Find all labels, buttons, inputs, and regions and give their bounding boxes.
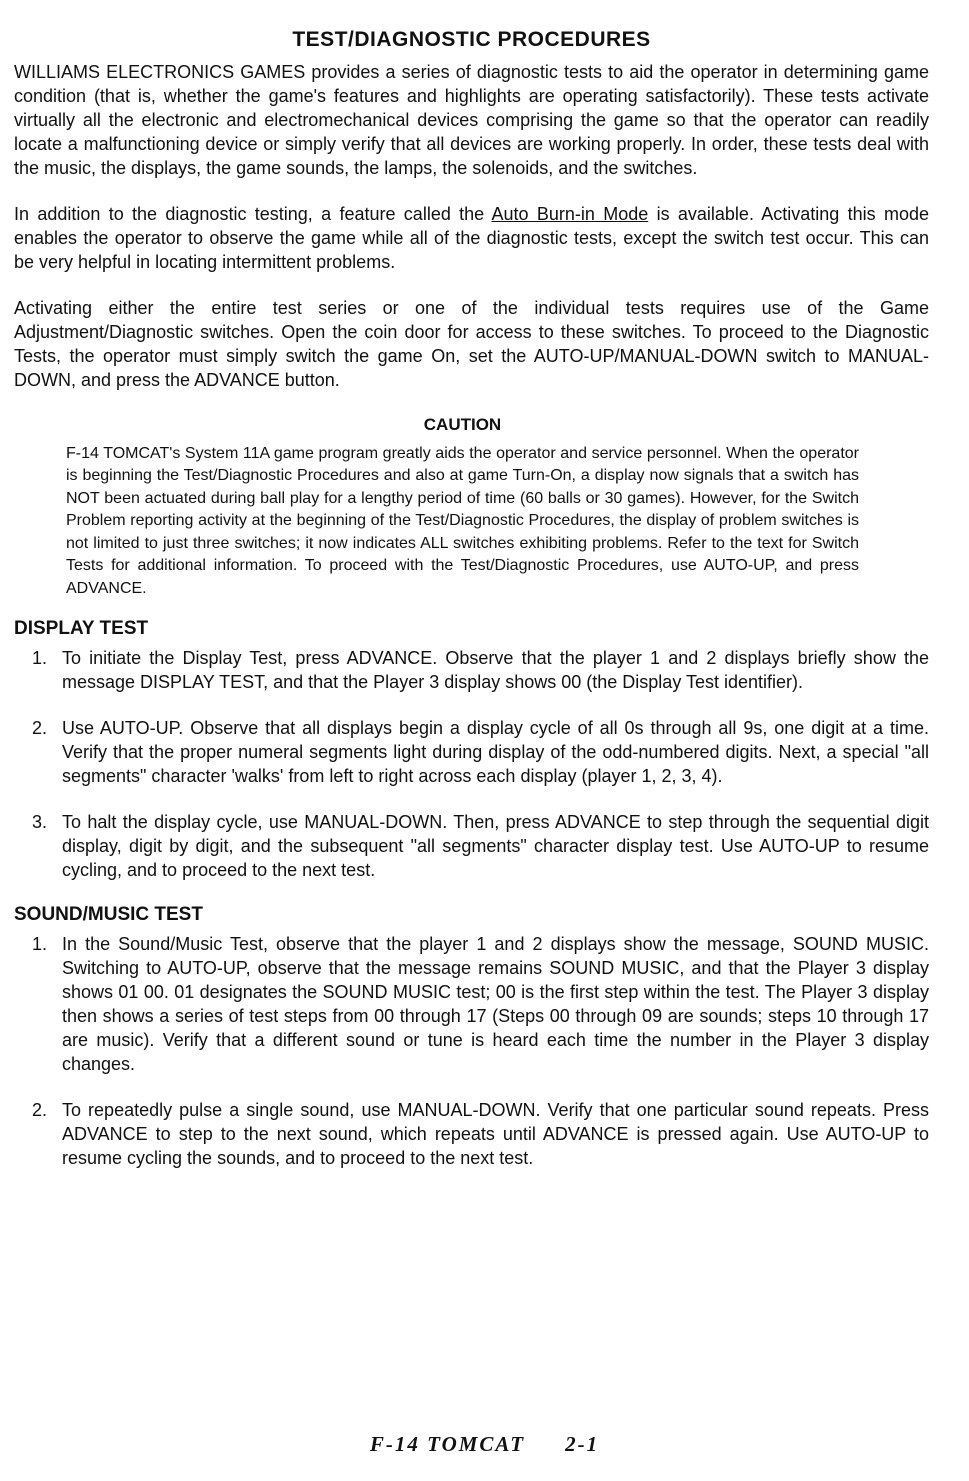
list-item: [14, 716, 929, 788]
caution-block: [66, 414, 859, 600]
activating-paragraph: Activating either the entire test series or one of the individual tests requires use of the Game Adjustment/Diagnostic switches. Open the coin door for access to these switches. To proceed to the Diagnostic Tests, the operator must simply switch the game On, set the AUTO-UP/MANUAL-DOWN switch to MANUAL-DOWN, and press the ADVANCE button.: [14, 298, 929, 390]
footer-game-title: F-14 TOMCAT: [369, 1432, 526, 1456]
display-test-heading: DISPLAY TEST: [14, 618, 149, 639]
step-text: To halt the display cycle, use MANUAL-DOWN. Then, press ADVANCE to step through the sequential digit display, digit by digit, and the subsequent "all segments" character display test. Use AUTO-UP to resume cycling, and to proceed to the next test.: [62, 812, 929, 880]
footer-page-number: 2-1: [565, 1432, 600, 1456]
page-footer: [0, 1432, 969, 1457]
display-test-steps: [14, 646, 929, 882]
step-number: 3.: [32, 812, 48, 832]
list-item: [14, 932, 929, 1076]
list-item: [14, 646, 929, 694]
caution-text: F-14 TOMCAT's System 11A game program greatly aids the operator and service personnel. When the operator is beginning the Test/Diagnostic Procedures and also at game Turn-On, a display now signals that a switch has NOT been actuated during ball play for a lengthy period of time (60 balls or 30 games). However, for the Switch Problem reporting activity at the beginning of the Test/Diagnostic Procedures, the display of problem switches is not limited to just three switches; it now indicates ALL switches exhibiting problems. Refer to the text for Switch Tests for additional information. To proceed with the Test/Diagnostic Procedures, use AUTO-UP, and press ADVANCE.: [66, 444, 859, 597]
step-number: 2.: [32, 1100, 48, 1120]
auto-burn-text-before: In addition to the diagnostic testing, a feature called the: [14, 204, 492, 224]
auto-burn-paragraph: [14, 202, 929, 274]
auto-burn-text-after: is available. Activating this mode enables the operator to observe the game while all of the diagnostic tests, except the switch test occur. This can be very helpful in locating intermittent problems.: [14, 204, 929, 272]
intro-paragraph: WILLIAMS ELECTRONICS GAMES provides a series of diagnostic tests to aid the operator in determining game condition (that is, whether the game's features and highlights are operating satisfactorily). These tests activate virtually all the electronic and electromechanical devices comprising the game so that the operator can readily locate a malfunctioning device or simply verify that all devices are working properly. In order, these tests deal with the music, the displays, the game sounds, the lamps, the solenoids, and the switches.: [14, 62, 929, 178]
list-item: [14, 810, 929, 882]
step-text: To repeatedly pulse a single sound, use MANUAL-DOWN. Verify that one particular sound repeats. Press ADVANCE to step to the next sound, which repeats until ADVANCE is pressed again. Use AUTO-UP to resume cycling the sounds, and to proceed to the next test.: [62, 1100, 929, 1168]
step-number: 2.: [32, 718, 48, 738]
step-number: 1.: [32, 648, 48, 668]
step-text: To initiate the Display Test, press ADVANCE. Observe that the player 1 and 2 displays briefly show the message DISPLAY TEST, and that the Player 3 display shows 00 (the Display Test identifier).: [62, 648, 929, 692]
caution-heading: CAUTION: [423, 415, 502, 434]
step-text: Use AUTO-UP. Observe that all displays begin a display cycle of all 0s through all 9s, one digit at a time. Verify that the proper numeral segments light during display of the odd-numbered digits. Next, a special "all segments" character 'walks' from left to right across each display (player 1, 2, 3, 4).: [62, 718, 929, 786]
list-item: [14, 1098, 929, 1170]
step-number: 1.: [32, 934, 48, 954]
sound-music-test-steps: [14, 932, 929, 1170]
sound-music-test-heading: SOUND/MUSIC TEST: [14, 904, 203, 925]
auto-burn-mode-link: Auto Burn-in Mode: [491, 204, 649, 224]
step-text: In the Sound/Music Test, observe that the player 1 and 2 displays show the message, SOUND MUSIC. Switching to AUTO-UP, observe that the message remains SOUND MUSIC, and that the Player 3 display shows 01 00. 01 designates the SOUND MUSIC test; 00 is the first step within the test. The Player 3 display then shows a series of test steps from 00 through 17 (Steps 00 through 09 are sounds; steps 10 through 17 are music). Verify that a different sound or tune is heard each time the number in the Player 3 display changes.: [62, 934, 929, 1074]
page-title: TEST/DIAGNOSTIC PROCEDURES: [292, 28, 651, 51]
